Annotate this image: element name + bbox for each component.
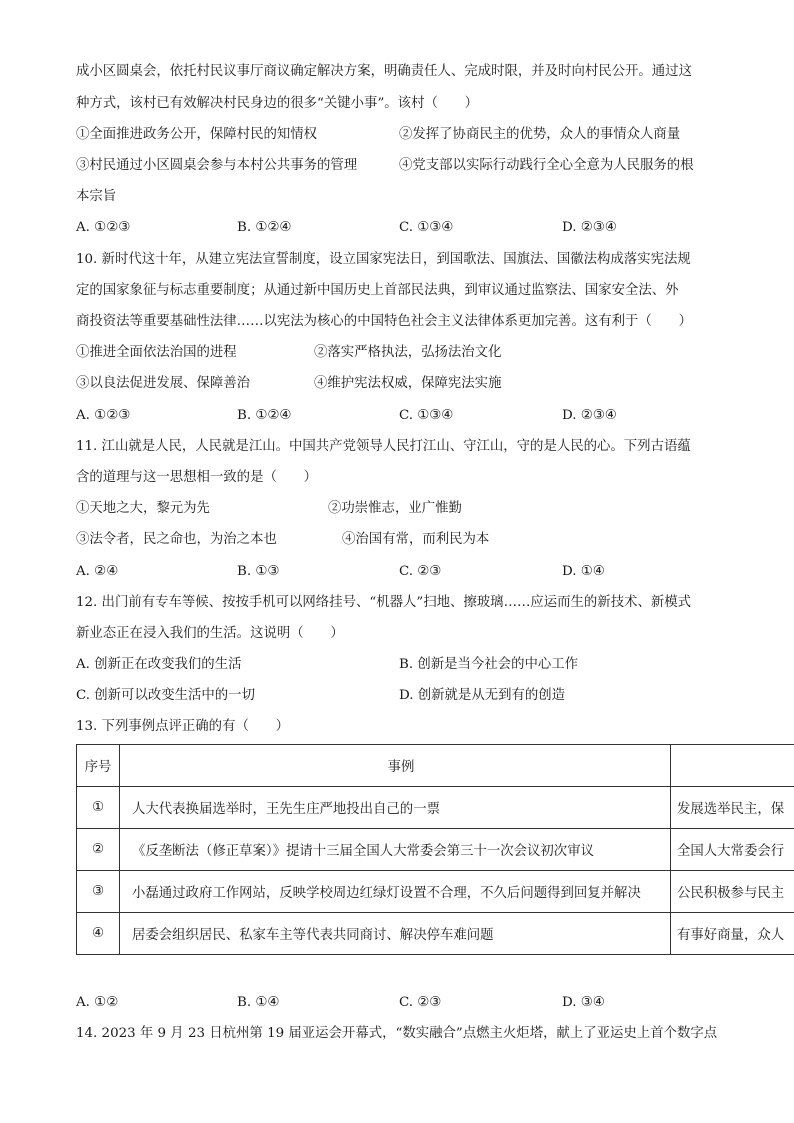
statement-item: ④党支部以实际行动践行全心全意为人民服务的根 (399, 158, 694, 173)
question-stem: 13. 下列事例点评正确的有（ ） (76, 719, 290, 734)
question-stem: 12. 出门前有专车等候、按按手机可以网络挂号、“机器人”扫地、擦玻璃……应运而生的新技术、新模式 (76, 595, 692, 610)
question-stem: 11. 江山就是人民，人民就是江山。中国共产党领导人民打江山、守江山，守的是人民的心。下列古语蕴 (76, 439, 691, 454)
table-row (77, 913, 794, 955)
choice-c: C. ②③ (399, 995, 442, 1010)
choice-a: A. ①② (76, 995, 119, 1010)
row-index: ③ (77, 871, 120, 913)
case-table (76, 744, 794, 955)
choice-b: B. ①②④ (237, 408, 292, 423)
choice-a: A. ②④ (76, 564, 119, 579)
statement-item: ④治国有常，而利民为本 (342, 532, 490, 547)
row-comment: 公民积极参与民主 (671, 871, 794, 913)
statement-item: ③法令者，民之命也，为治之本也 (76, 532, 277, 547)
table-row (77, 871, 794, 913)
statement-item: ①全面推进政务公开，保障村民的知情权 (76, 127, 318, 142)
statement-item: ②发挥了协商民主的优势，众人的事情众人商量 (399, 127, 681, 142)
choice-d: D. ②③④ (562, 408, 617, 423)
row-case: 小磊通过政府工作网站，反映学校周边红绿灯设置不合理，不久后问题得到回复并解决 (120, 871, 671, 913)
choice-d: D. ①④ (562, 564, 605, 579)
choice-d: D. ②③④ (562, 220, 617, 235)
header-cell-case: 事例 (120, 745, 671, 787)
question-stem: 成小区圆桌会，依托村民议事厅商议确定解决方案，明确责任人、完成时限，并及时向村民公开。通过这 (76, 64, 692, 79)
choice-c: C. ①③④ (399, 408, 454, 423)
question-stem: 14. 2023 年 9 月 23 日杭州第 19 届亚运会开幕式，“数实融合”点燃主火炬塔，献上了亚运史上首个数字点 (76, 1026, 718, 1041)
question-stem: 新业态正在浸入我们的生活。这说明（ ） (76, 626, 344, 641)
question-stem: 含的道理与这一思想相一致的是（ ） (76, 470, 318, 485)
header-cell-comment (671, 745, 794, 787)
choice-a: A. ①②③ (76, 408, 131, 423)
row-index: ② (77, 829, 120, 871)
table-header-row (77, 745, 794, 787)
row-comment: 全国人大常委会行 (671, 829, 794, 871)
row-comment: 有事好商量，众人 (671, 913, 794, 955)
row-comment: 发展选举民主，保 (671, 787, 794, 829)
choice-c: C. 创新可以改变生活中的一切 (76, 688, 255, 703)
row-case: 《反垄断法（修正草案）》提请十三届全国人大常委会第三十一次会议初次审议 (120, 829, 671, 871)
choice-c: C. ②③ (399, 564, 442, 579)
statement-item: ①推进全面依法治国的进程 (76, 345, 237, 360)
question-stem: 定的国家象征与标志重要制度；从通过新中国历史上首部民法典，到审议通过监察法、国家安全法、外 (76, 283, 679, 298)
choice-a: A. 创新正在改变我们的生活 (76, 657, 242, 672)
row-case: 人大代表换届选举时，王先生庄严地投出自己的一票 (120, 787, 671, 829)
choice-b: B. ①③ (237, 564, 280, 579)
statement-item: ②功崇惟志，业广惟勤 (328, 501, 462, 516)
statement-item: 本宗旨 (76, 189, 117, 204)
row-index: ④ (77, 913, 120, 955)
header-cell-index: 序号 (77, 745, 120, 787)
row-index: ① (77, 787, 120, 829)
choice-a: A. ①②③ (76, 220, 131, 235)
statement-item: ④维护宪法权威，保障宪法实施 (314, 376, 502, 391)
choice-b: B. ①④ (237, 995, 280, 1010)
choice-b: B. ①②④ (237, 220, 292, 235)
table-row (77, 787, 794, 829)
statement-item: ①天地之大，黎元为先 (76, 501, 210, 516)
table-row (77, 829, 794, 871)
choice-d: D. 创新就是从无到有的创造 (399, 688, 566, 703)
statement-item: ②落实严格执法，弘扬法治文化 (314, 345, 502, 360)
question-stem: 种方式，该村已有效解决村民身边的很多“关键小事”。该村（ ） (76, 96, 479, 111)
statement-item: ③以良法促进发展、保障善治 (76, 376, 251, 391)
choice-d: D. ③④ (562, 995, 605, 1010)
question-stem: 10. 新时代这十年，从建立宪法宣誓制度，设立国家宪法日，到国歌法、国旗法、国徽法构成落实宪法规 (76, 252, 691, 267)
question-stem: 商投资法等重要基础性法律……以宪法为核心的中国特色社会主义法律体系更加完善。这有利于（ ） (76, 314, 692, 329)
choice-c: C. ①③④ (399, 220, 454, 235)
statement-item: ③村民通过小区圆桌会参与本村公共事务的管理 (76, 158, 358, 173)
choice-b: B. 创新是当今社会的中心工作 (399, 657, 579, 672)
row-case: 居委会组织居民、私家车主等代表共同商讨、解决停车难问题 (120, 913, 671, 955)
